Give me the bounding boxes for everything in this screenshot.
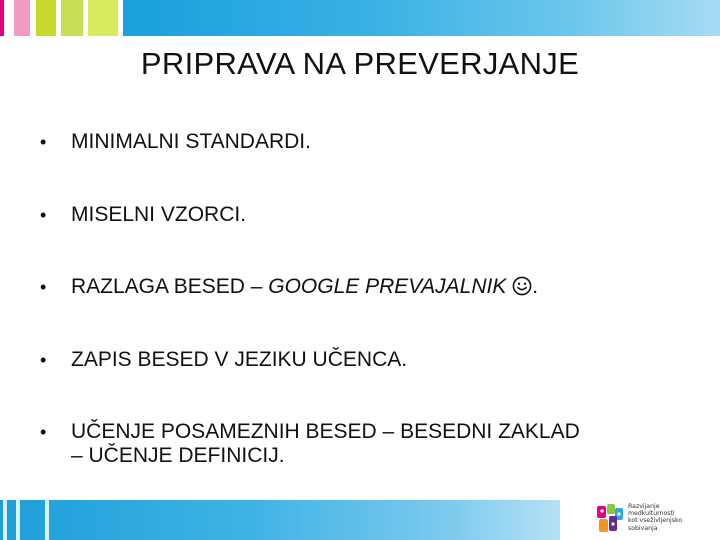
bullet-dot: •	[40, 205, 47, 225]
bullet-text-line: UČENJE POSAMEZNIH BESED – BESEDNI ZAKLAD	[71, 420, 580, 443]
bullet-text-suffix: .	[532, 275, 539, 298]
bar-gap	[3, 500, 7, 540]
bar-segment-green	[36, 0, 56, 36]
bullet-text-prefix: RAZLAGA BESED –	[71, 275, 269, 298]
bullet-item	[40, 275, 690, 302]
logo-text-line: sobivanja	[628, 524, 658, 532]
logo-text-line: kot vseživljenjsko	[628, 517, 683, 525]
bullet-dot: •	[40, 277, 47, 297]
bar-segment-lime	[88, 0, 118, 36]
top-decorative-bar	[0, 0, 720, 36]
bar-segment-blue	[123, 0, 720, 36]
bullet-dot: •	[40, 422, 47, 442]
logo-text-line: medkulturnosti	[628, 510, 675, 518]
bullet-dot: •	[40, 132, 47, 152]
bar-segment-green	[61, 0, 83, 36]
bullet-text-multiline	[71, 420, 690, 468]
bullet-dot: •	[40, 350, 47, 370]
bottom-decorative-bar	[0, 500, 560, 540]
project-logo	[596, 502, 686, 538]
bullet-text-line: – UČENJE DEFINICIJ.	[71, 444, 285, 467]
bar-gap	[45, 500, 49, 540]
bullet-text: MINIMALNI STANDARDI.	[71, 130, 311, 153]
logo-mark-icon	[596, 502, 624, 536]
bullet-item	[40, 203, 690, 227]
bullet-text: ZAPIS BESED V JEZIKU UČENCA.	[71, 348, 408, 371]
bar-gap	[16, 500, 20, 540]
bullet-item	[40, 348, 690, 372]
logo-text	[628, 503, 688, 532]
slide-title: PRIPRAVA NA PREVERJANJE	[140, 46, 580, 81]
bar-gap	[4, 0, 14, 36]
bullet-text-italic: GOOGLE PREVAJALNIK	[268, 275, 507, 298]
bullet-text-composite	[71, 275, 690, 302]
bullet-item	[40, 420, 690, 468]
bullet-text: MISELNI VZORCI.	[71, 203, 247, 226]
bar-segment-light-pink	[14, 0, 30, 36]
logo-text-line: Razvijanje	[628, 503, 660, 510]
bullet-item	[40, 130, 690, 154]
smiley-icon	[512, 276, 532, 302]
